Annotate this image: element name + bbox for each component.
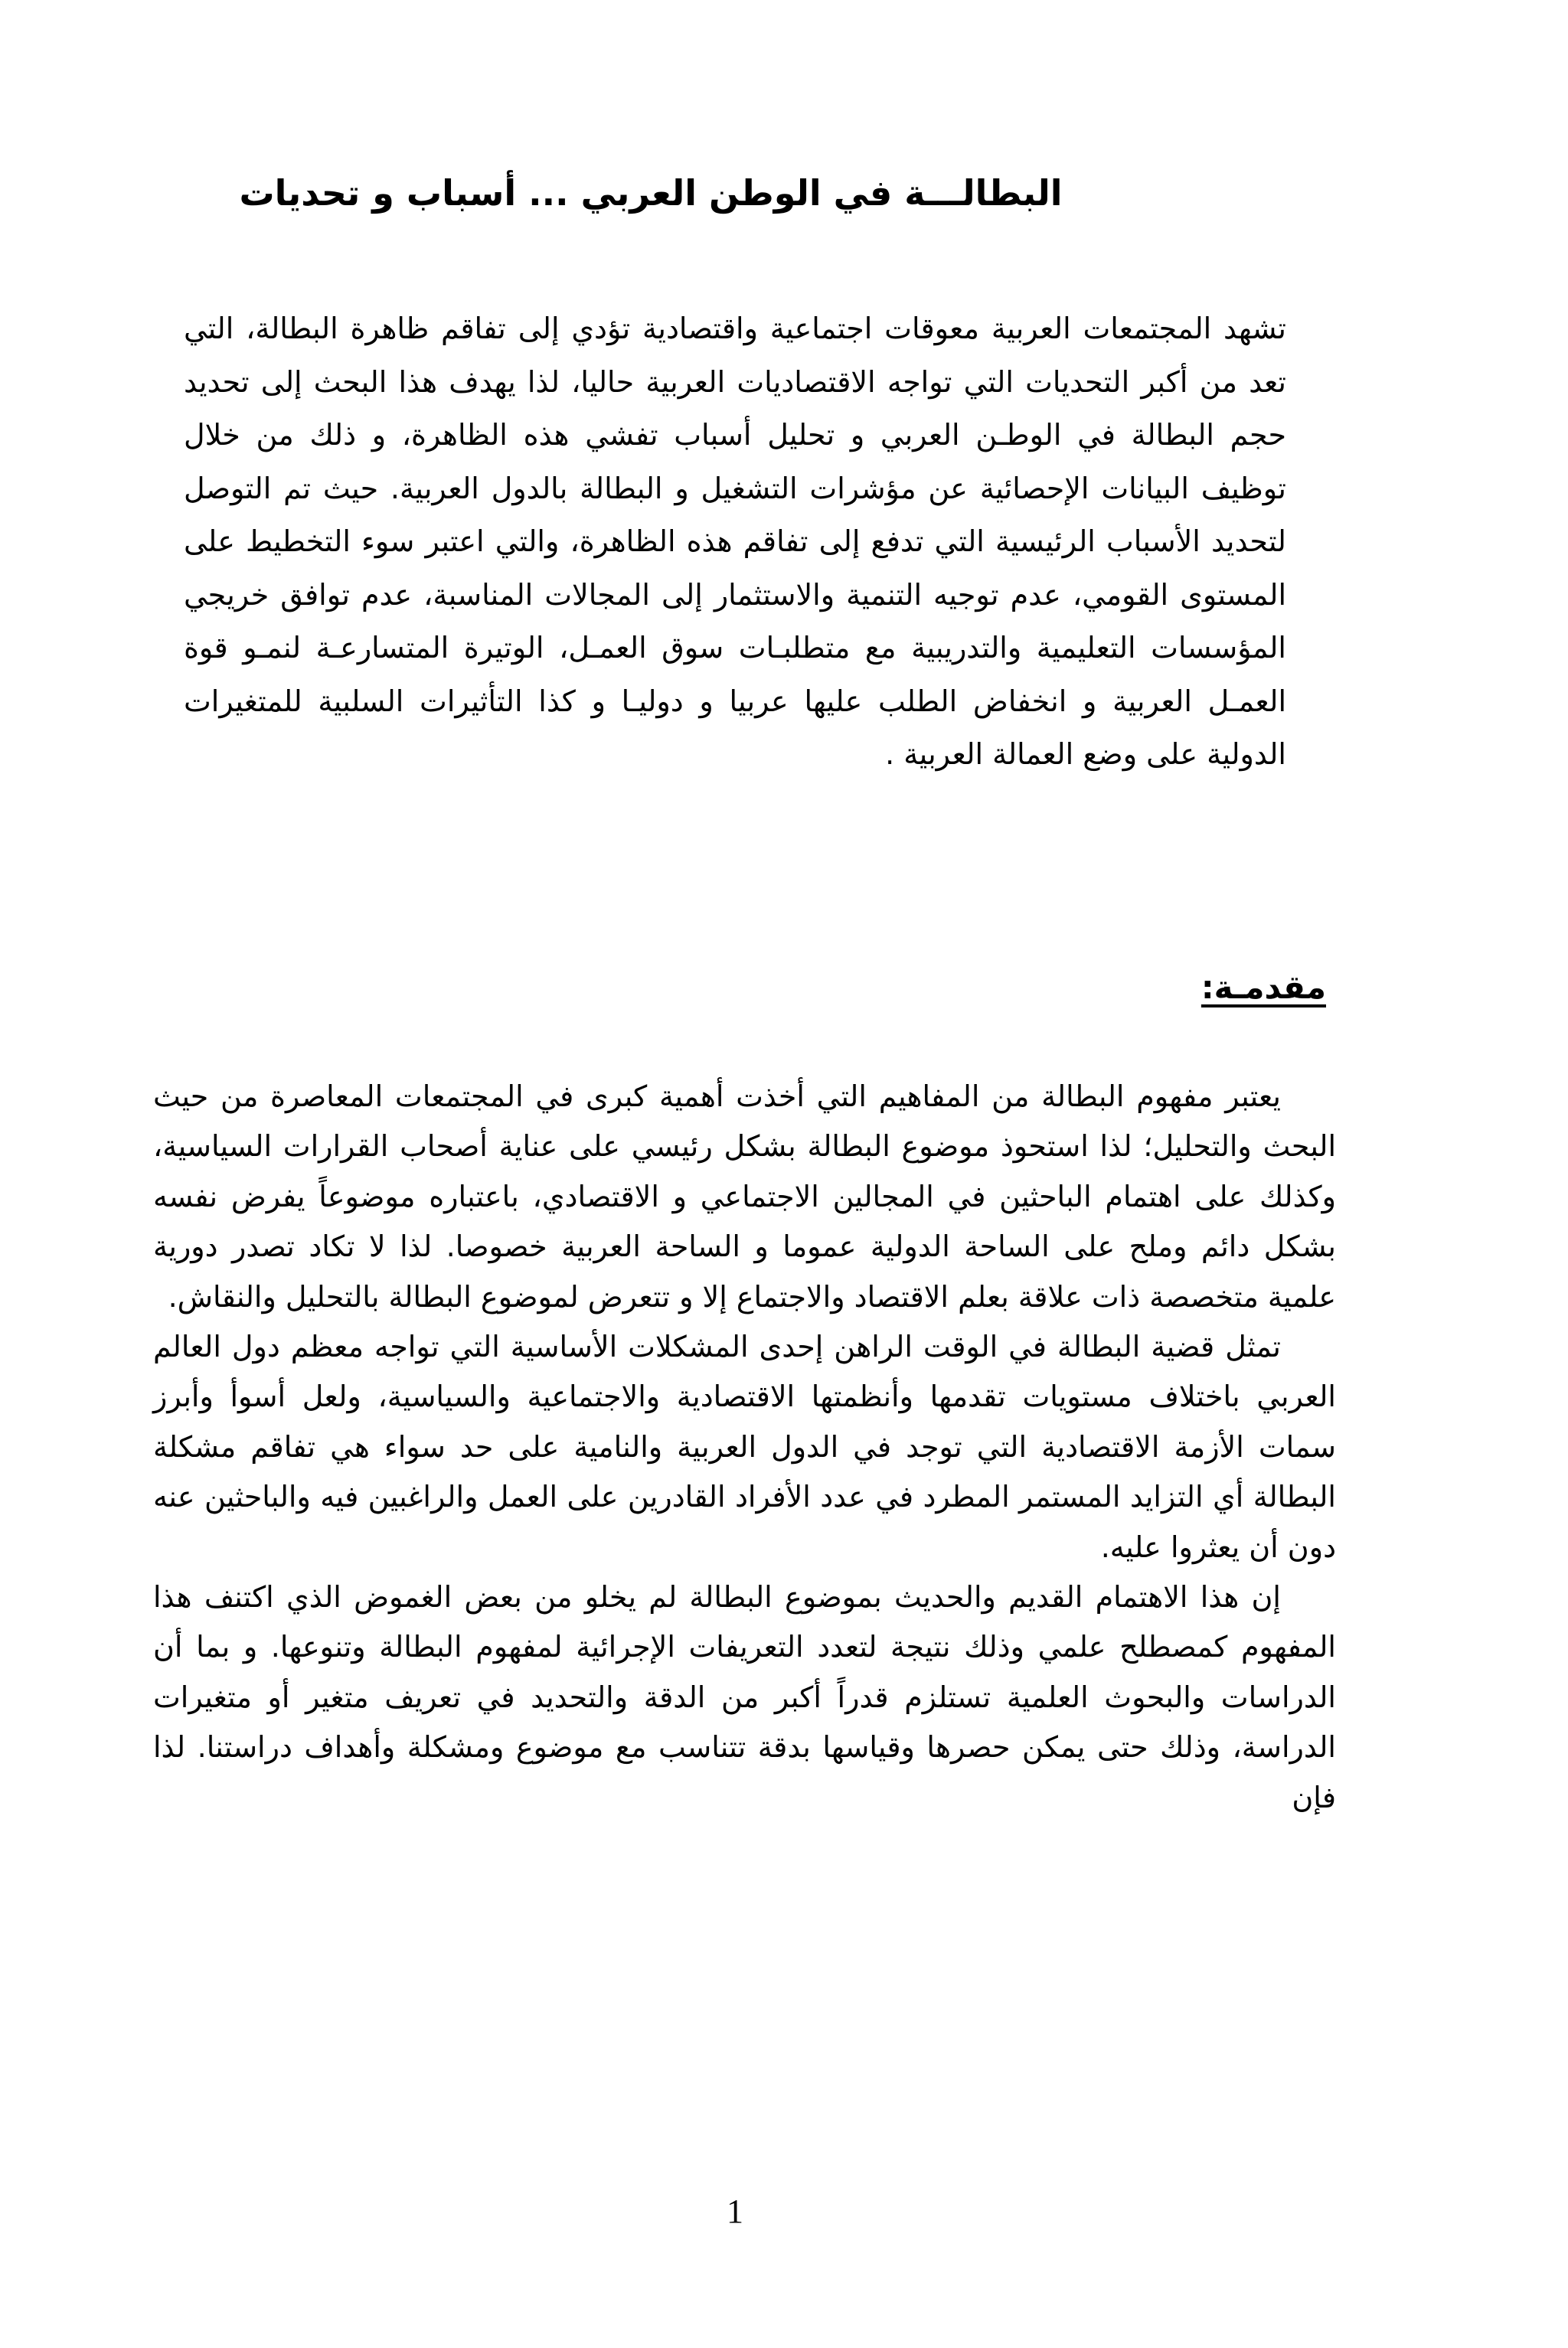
document-title: البطالـــة في الوطن العربي ... أسباب و تحديات [239,172,1063,214]
page-number: 1 [727,2193,743,2230]
body-paragraph: تمثل قضية البطالة في الوقت الراهن إحدى المشكلات الأساسية التي تواجه معظم دول العالم العربي باختلاف مستويات تقدمها وأنظمتها الاقتصادية والاجتماعية والسياسية، ولعل أسوأ وأبرز سمات الأزمة الاقتصادية التي توجد في الدول العربية والنامية على حد سواء هي تفاقم مشكلة البطالة أي التزايد المستمر المطرد في عدد الأفراد القادرين على العمل والراغبين فيه والباحثين عنه دون أن يعثروا عليه. [153,1330,1336,1564]
section-heading-introduction: مقدمـة: [1200,968,1326,1006]
body-paragraph: يعتبر مفهوم البطالة من المفاهيم التي أخذت أهمية كبرى في المجتمعات المعاصرة من حيث البحث والتحليل؛ لذا استحوذ موضوع البطالة بشكل رئيسي على عناية أصحاب القرارات السياسية، وكذلك على اهتمام الباحثين في المجالين الاجتماعي و الاقتصادي، باعتباره موضوعاً يفرض نفسه بشكل دائم وملح على الساحة الدولية عموما و الساحة العربية خصوصا. لذا لا تكاد تصدر دورية علمية متخصصة ذات علاقة بعلم الاقتصاد والاجتماع إلا و تتعرض لموضوع البطالة بالتحليل والنقاش. [153,1079,1336,1314]
introduction-body [153,1072,1336,1823]
abstract-paragraph: تشهد المجتمعات العربية معوقات اجتماعية واقتصادية تؤدي إلى تفاقم ظاهرة البطالة، التي تعد من أكبر التحديات التي تواجه الاقتصاديات العربية حاليا، لذا يهدف هذا البحث إلى تحديد حجم البطالة في الوطـن العربي و تحليل أسباب تفشي هذه الظاهرة، و ذلك من خلال توظيف البيانات الإحصائية عن مؤشرات التشغيل و البطالة بالدول العربية. حيث تم التوصل لتحديد الأسباب الرئيسية التي تدفع إلى تفاقم هذه الظاهرة، والتي اعتبر سوء التخطيط على المستوى القومي، عدم توجيه التنمية والاستثمار إلى المجالات المناسبة، عدم توافق خريجي المؤسسات التعليمية والتدريبية مع متطلبـات سوق العمـل، الوتيرة المتسارعـة لنمـو قوة العمـل العربية و انخفاض الطلب عليها عربيا و دوليـا و كذا التأثيرات السلبية للمتغيرات الدولية على وضع العمالة العربية . [184,312,1286,771]
body-paragraph: إن هذا الاهتمام القديم والحديث بموضوع البطالة لم يخلو من بعض الغموض الذي اكتنف هذا المفهوم كمصطلح علمي وذلك نتيجة لتعدد التعريفات الإجرائية لمفهوم البطالة وتنوعها. و بما أن الدراسات والبحوث العلمية تستلزم قدراً أكبر من الدقة والتحديد في تعريف متغير أو متغيرات الدراسة، وذلك حتى يمكن حصرها وقياسها بدقة تتناسب مع موضوع ومشكلة وأهداف دراستنا. لذا فإن [153,1580,1336,1814]
